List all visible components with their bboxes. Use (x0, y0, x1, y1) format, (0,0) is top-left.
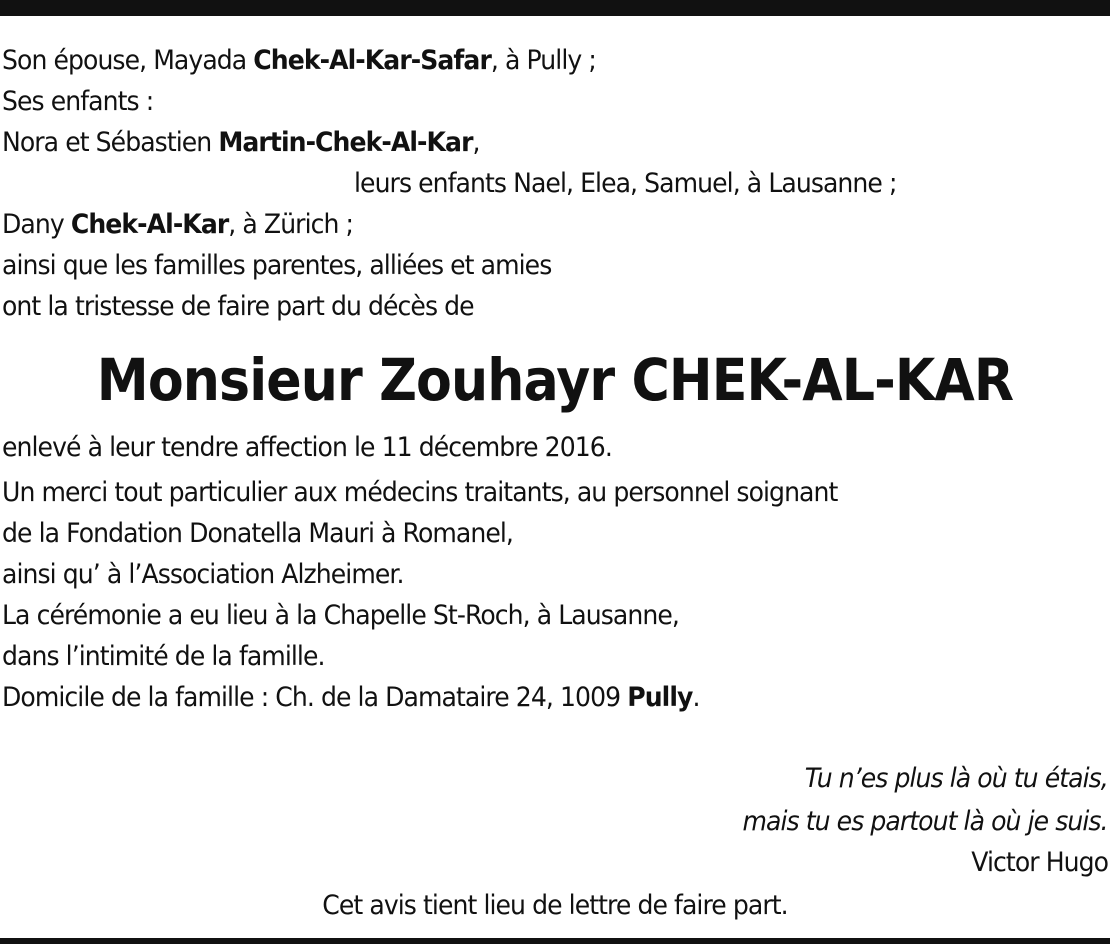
children-label: Ses enfants : (2, 86, 154, 117)
top-border (0, 0, 1110, 16)
announcement-line: ont la tristesse de faire part du décès de (2, 291, 474, 322)
quote-author: Victor Hugo (971, 847, 1108, 878)
grandchildren-line: leurs enfants Nael, Elea, Samuel, à Lausanne ; (354, 168, 897, 199)
quote-line-2: mais tu es partout là où je suis. (742, 806, 1108, 837)
footer-note: Cet avis tient lieu de lettre de faire part. (322, 890, 788, 921)
quote-line-1: Tu n’es plus là où tu étais, (804, 763, 1108, 794)
detail-line-5: La cérémonie a eu lieu à la Chapelle St-Roch, à Lausanne, (2, 600, 679, 631)
child1-name: Martin-Chek-Al-Kar (218, 127, 473, 158)
deceased-name: Monsieur Zouhayr CHEK-AL-KAR (96, 346, 1014, 414)
address-city: Pully (627, 682, 693, 713)
address-line: Domicile de la famille : Ch. de la Damataire 24, 1009 Pully. (2, 682, 700, 713)
child2-name: Chek-Al-Kar (70, 209, 229, 240)
detail-line-2: Un merci tout particulier aux médecins traitants, au personnel soignant (2, 477, 838, 508)
wife-name: Chek-Al-Kar-Safar (253, 45, 491, 76)
bottom-border (0, 938, 1110, 944)
detail-line-1: enlevé à leur tendre affection le 11 décembre 2016. (2, 432, 612, 463)
wife-line: Son épouse, Mayada Chek-Al-Kar-Safar, à Pully ; (2, 45, 596, 76)
detail-line-4: ainsi qu’ à l’Association Alzheimer. (2, 559, 404, 590)
child1-line: Nora et Sébastien Martin-Chek-Al-Kar, (2, 127, 480, 158)
child2-line: Dany Chek-Al-Kar, à Zürich ; (2, 209, 354, 240)
detail-line-3: de la Fondation Donatella Mauri à Romanel, (2, 518, 513, 549)
detail-line-6: dans l’intimité de la famille. (2, 641, 325, 672)
relatives-line: ainsi que les familles parentes, alliées et amies (2, 250, 552, 281)
